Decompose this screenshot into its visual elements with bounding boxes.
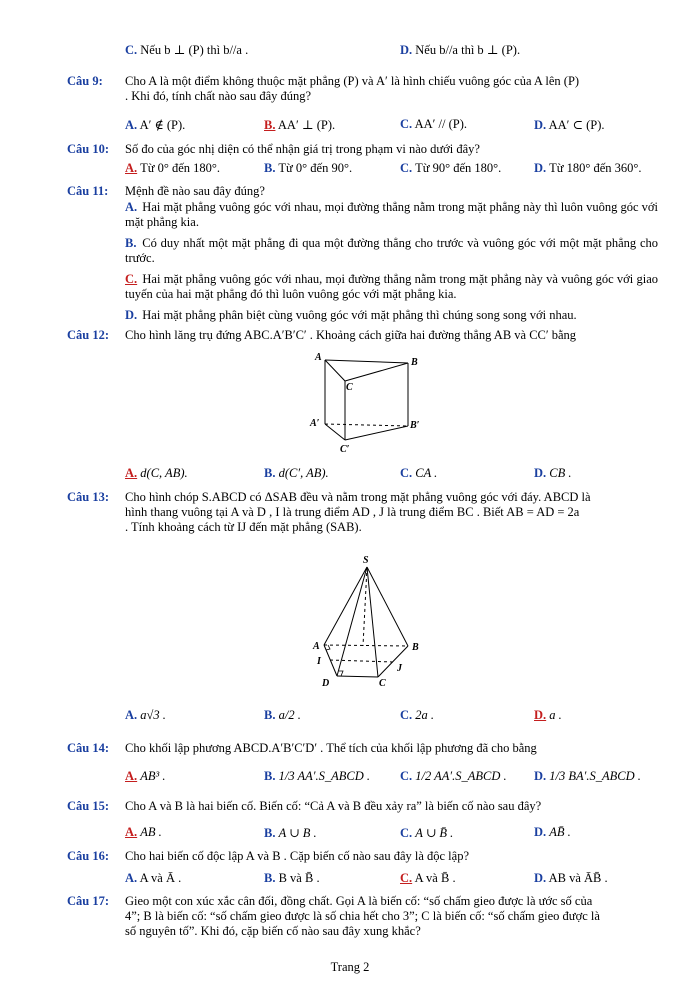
- question-text: [125, 849, 658, 864]
- option-label: D.: [534, 466, 547, 480]
- figure-label: A′: [310, 418, 320, 429]
- option-d[interactable]: [534, 769, 641, 784]
- option-b[interactable]: [264, 825, 317, 841]
- option-c[interactable]: [400, 708, 434, 723]
- option-label: D.: [534, 871, 547, 885]
- option-text: AB .: [140, 825, 162, 839]
- option-b[interactable]: [264, 117, 335, 133]
- option-text: Từ 0° đến 90°.: [278, 161, 353, 175]
- figure-label: B′: [410, 420, 420, 431]
- question-number: Câu 12:: [67, 328, 110, 342]
- figure-label: I: [317, 656, 321, 667]
- figure-label: B: [411, 357, 418, 368]
- question-number: Câu 16:: [67, 849, 110, 863]
- option-b[interactable]: [264, 466, 329, 481]
- question-number: Câu 17:: [67, 894, 110, 908]
- option-b[interactable]: [264, 871, 320, 886]
- option-c-prev: [125, 42, 248, 58]
- prism-figure: [300, 348, 420, 458]
- option-d[interactable]: [534, 708, 562, 723]
- question-text: [125, 74, 658, 104]
- option-text: 1/3 BA′.S_ABCD .: [549, 769, 641, 783]
- question-line: . Tính khoảng cách từ IJ đến mặt phẳng (SAB).: [125, 520, 362, 534]
- option-label: A.: [125, 200, 138, 214]
- option-text: Có duy nhất một mặt phẳng đi qua một đường thẳng cho trước và vuông góc với một mặt phẳng cho trước.: [125, 236, 658, 265]
- option-text: 1/3 AA′.S_ABCD .: [278, 769, 370, 783]
- option-text: Từ 180° đến 360°.: [549, 161, 642, 175]
- option-a[interactable]: [125, 161, 220, 176]
- option-c[interactable]: [400, 769, 507, 784]
- option-label: B.: [264, 871, 276, 885]
- option-label: B.: [264, 769, 276, 783]
- option-label: A.: [125, 161, 138, 175]
- option-label: A.: [125, 769, 138, 783]
- question-line: Cho hình chóp S.ABCD có ΔSAB đều và nằm trong mặt phẳng vuông góc với đáy. ABCD là: [125, 490, 591, 504]
- question-text: [125, 490, 658, 535]
- question-line: . Khi đó, tính chất nào sau đây đúng?: [125, 89, 312, 103]
- question-number: Câu 14:: [67, 741, 110, 755]
- question-number: Câu 13:: [67, 490, 110, 504]
- option-label: A.: [125, 708, 138, 722]
- option-d-prev: [400, 42, 520, 58]
- option-text: a√3 .: [140, 708, 166, 722]
- option-label: C.: [400, 117, 413, 131]
- option-d[interactable]: [534, 825, 571, 840]
- figure-label: B: [412, 642, 419, 653]
- option-d[interactable]: [534, 466, 572, 481]
- question-line: số nguyên tố”. Khi đó, cặp biến cố nào sau đây xung khắc?: [125, 924, 421, 938]
- option-c[interactable]: [400, 466, 437, 481]
- page-footer: Trang 2: [330, 960, 370, 974]
- question-line: Cho khối lập phương ABCD.A′B′C′D′ . Thể tích của khối lập phương đã cho bằng: [125, 741, 537, 755]
- question-text: [125, 142, 658, 157]
- option-text: Hai mặt phẳng phân biệt cùng vuông góc với mặt phẳng thì chúng song song với nhau.: [142, 308, 577, 322]
- option-label: C.: [400, 826, 413, 840]
- option-a[interactable]: [125, 117, 185, 133]
- question-text: [125, 328, 658, 343]
- option-label: C.: [125, 43, 138, 57]
- option-label: C.: [400, 708, 413, 722]
- option-text: A ∪ B .: [278, 826, 317, 840]
- option-text: AA′ // (P).: [414, 117, 467, 131]
- option-text: d(C′, AB).: [278, 466, 329, 480]
- option-label: B.: [264, 826, 276, 840]
- option-text: d(C, AB).: [140, 466, 188, 480]
- figure-label: A: [315, 352, 322, 363]
- question-line: Cho hai biến cố độc lập A và B . Cặp biến cố nào sau đây là độc lập?: [125, 849, 470, 863]
- question-text: [125, 184, 658, 199]
- option-c[interactable]: [400, 825, 453, 841]
- question-line: Cho A là một điểm không thuộc mặt phẳng (P) và A′ là hình chiếu vuông góc của A lên (P): [125, 74, 580, 88]
- option-label: C.: [400, 871, 413, 885]
- question-line: Mệnh đề nào sau đây đúng?: [125, 184, 265, 198]
- option-b[interactable]: [264, 769, 370, 784]
- option-text: AA′ ⊂ (P).: [548, 118, 605, 132]
- question-line: hình thang vuông tại A và D , I là trung điểm AD , J là trung điểm BC . Biết AB = AD = 2a: [125, 505, 580, 519]
- option-text: Từ 0° đến 180°.: [140, 161, 221, 175]
- option-a[interactable]: [125, 466, 188, 481]
- option-label: B.: [125, 236, 137, 250]
- option-text: A và B̄ .: [414, 871, 456, 885]
- option-b[interactable]: [264, 161, 352, 176]
- question-number: Câu 9:: [67, 74, 103, 88]
- option-text: Từ 90° đến 180°.: [415, 161, 502, 175]
- question-number: Câu 11:: [67, 184, 109, 198]
- option-text: CB .: [549, 466, 572, 480]
- figure-label: C: [379, 678, 386, 689]
- option-text: CA .: [415, 466, 438, 480]
- option-text: AB và ĀB̄ .: [548, 871, 608, 885]
- option-label: A.: [125, 871, 138, 885]
- option-c[interactable]: [125, 272, 658, 302]
- option-c[interactable]: [400, 117, 467, 132]
- option-label: B.: [264, 118, 276, 132]
- option-label: A.: [125, 118, 138, 132]
- option-d[interactable]: [125, 308, 658, 323]
- option-label: B.: [264, 161, 276, 175]
- question-text: [125, 741, 658, 756]
- option-label: B.: [264, 708, 276, 722]
- option-text: Hai mặt phẳng vuông góc với nhau, mọi đường thẳng nằm trong mặt phẳng này thì luôn vuông góc với mặt phẳng kia.: [125, 200, 658, 229]
- question-line: Cho hình lăng trụ đứng ABC.A′B′C′ . Khoảng cách giữa hai đường thẳng AB và CC′ bằng: [125, 328, 577, 342]
- option-a[interactable]: [125, 769, 166, 784]
- option-text: A′ ∉ (P).: [139, 118, 186, 132]
- option-label: D.: [534, 118, 547, 132]
- question-line: Cho A và B là hai biến cố. Biến cố: “Cả A và B đều xảy ra” là biến cố nào sau đây?: [125, 799, 542, 813]
- question-number: Câu 15:: [67, 799, 110, 813]
- option-text: AB³ .: [140, 769, 166, 783]
- option-a[interactable]: [125, 871, 181, 886]
- option-label: C.: [400, 769, 413, 783]
- pyramid-figure: [300, 550, 430, 690]
- option-b[interactable]: [264, 708, 301, 723]
- option-label: D.: [400, 43, 413, 57]
- option-text: B và B̄ .: [278, 871, 320, 885]
- option-text: a/2 .: [278, 708, 301, 722]
- option-a[interactable]: [125, 708, 166, 723]
- option-label: C.: [125, 272, 138, 286]
- question-line: Số đo của góc nhị diện có thể nhận giá trị trong phạm vi nào dưới đây?: [125, 142, 480, 156]
- option-label: A.: [125, 825, 138, 839]
- option-text: AA′ ⊥ (P).: [277, 118, 336, 132]
- question-text: [125, 894, 658, 939]
- option-label: D.: [534, 708, 547, 722]
- option-label: D.: [534, 769, 547, 783]
- option-text: Nếu b//a thì b ⊥ (P).: [415, 43, 521, 57]
- question-text: [125, 799, 658, 814]
- option-label: D.: [534, 825, 547, 839]
- option-label: C.: [400, 466, 413, 480]
- option-label: D.: [534, 161, 547, 175]
- option-d[interactable]: [534, 117, 605, 133]
- option-label: A.: [125, 466, 138, 480]
- option-text: A ∪ B̄ .: [415, 826, 454, 840]
- option-label: B.: [264, 466, 276, 480]
- question-line: 4”; B là biến cố: “số chấm gieo được là số chia hết cho 3”; C là biến cố: “số chấm gieo được là: [125, 909, 600, 923]
- option-a[interactable]: [125, 200, 658, 230]
- option-text: Hai mặt phẳng vuông góc với nhau, mọi đường thẳng nằm trong mặt phẳng này và vuông góc với giao tuyến của hai mặt phẳng đó thì luôn vuông góc với mặt phẳng kia.: [125, 272, 658, 301]
- option-c[interactable]: [400, 161, 501, 176]
- option-d[interactable]: [534, 871, 608, 886]
- figure-label: C: [346, 382, 353, 393]
- question-line: Gieo một con xúc xắc cân đối, đồng chất. Gọi A là biến cố: “số chấm gieo được là ước số của: [125, 894, 593, 908]
- figure-label: J: [397, 663, 402, 674]
- option-label: D.: [125, 308, 138, 322]
- option-text: AB̄ .: [549, 825, 571, 839]
- figure-label: D: [322, 678, 330, 689]
- figure-label: S: [363, 555, 369, 566]
- figure-label: A: [313, 641, 320, 652]
- option-label: C.: [400, 161, 413, 175]
- option-text: A và Ā .: [139, 871, 182, 885]
- option-a[interactable]: [125, 825, 162, 840]
- option-text: 2a .: [415, 708, 435, 722]
- option-text: Nếu b ⊥ (P) thì b//a .: [140, 43, 249, 57]
- option-c[interactable]: [400, 871, 456, 886]
- question-number: Câu 10:: [67, 142, 110, 156]
- option-d[interactable]: [534, 161, 642, 176]
- option-text: 1/2 AA′.S_ABCD .: [415, 769, 507, 783]
- option-text: a .: [549, 708, 562, 722]
- figure-label: C′: [340, 444, 350, 455]
- option-b[interactable]: [125, 236, 658, 266]
